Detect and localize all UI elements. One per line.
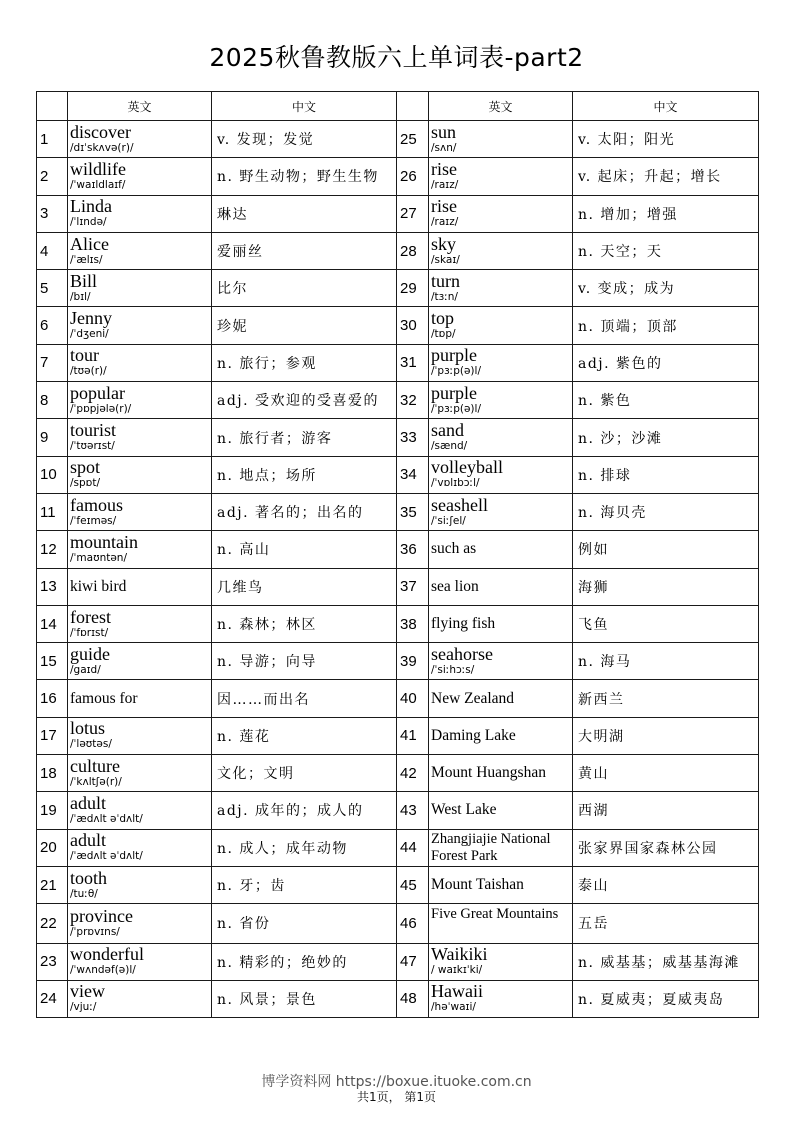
entry-number: 14 xyxy=(37,605,68,642)
entry-english xyxy=(429,866,573,903)
english-word: rise xyxy=(431,196,457,217)
entry-english xyxy=(68,121,212,158)
entry-number: 41 xyxy=(397,717,429,754)
entry-number: 6 xyxy=(37,307,68,344)
english-phrase: West Lake xyxy=(431,801,497,819)
table-row xyxy=(37,493,759,530)
entry-number: 37 xyxy=(397,568,429,605)
entry-chinese: n. 威基基；威基基海滩 xyxy=(573,943,759,980)
entry-chinese: 黄山 xyxy=(573,755,759,792)
english-word: adult xyxy=(70,830,106,851)
english-word: popular xyxy=(70,382,125,403)
entry-chinese: adj. 受欢迎的受喜爱的 xyxy=(212,382,397,419)
english-word: view xyxy=(70,981,105,1002)
table-row xyxy=(37,792,759,829)
english-word: spot xyxy=(70,457,101,478)
phonetic-transcription: /dɪˈskʌvə(r)/ xyxy=(70,141,134,154)
english-word: guide xyxy=(70,643,110,664)
entry-number: 4 xyxy=(37,232,68,269)
table-row xyxy=(37,980,759,1017)
entry-chinese: n. 夏威夷；夏威夷岛 xyxy=(573,980,759,1017)
english-word: tour xyxy=(70,345,99,366)
entry-chinese: n. 高山 xyxy=(212,531,397,568)
entry-english xyxy=(68,643,212,680)
entry-english xyxy=(429,307,573,344)
entry-number: 30 xyxy=(397,307,429,344)
english-phrase: sea lion xyxy=(431,577,479,595)
english-phrase: Five Great Mountains xyxy=(431,906,559,923)
phonetic-transcription: /ˈædʌlt əˈdʌlt/ xyxy=(70,850,143,863)
entry-number: 28 xyxy=(397,232,429,269)
entry-chinese: 几维鸟 xyxy=(212,568,397,605)
english-word: purple xyxy=(431,382,477,403)
entry-number: 13 xyxy=(37,568,68,605)
entry-english xyxy=(68,829,212,866)
entry-number: 5 xyxy=(37,270,68,307)
entry-number: 20 xyxy=(37,829,68,866)
entry-english xyxy=(429,493,573,530)
table-header-row xyxy=(37,92,759,121)
entry-chinese: v. 太阳；阳光 xyxy=(573,121,759,158)
entry-chinese: 珍妮 xyxy=(212,307,397,344)
entry-number: 18 xyxy=(37,755,68,792)
phonetic-transcription: /ˈpɜːp(ə)l/ xyxy=(431,365,481,378)
english-word: seashell xyxy=(431,494,488,515)
entry-english xyxy=(68,456,212,493)
english-word: sand xyxy=(431,420,464,441)
entry-chinese: 爱丽丝 xyxy=(212,232,397,269)
phonetic-transcription: /vjuː/ xyxy=(70,1001,97,1014)
entry-chinese: 西湖 xyxy=(573,792,759,829)
english-phrase: such as xyxy=(431,540,477,558)
entry-english xyxy=(429,158,573,195)
entry-english xyxy=(68,493,212,530)
phonetic-transcription: /tɒp/ xyxy=(431,328,456,341)
entry-chinese: n. 森林；林区 xyxy=(212,605,397,642)
table-row xyxy=(37,307,759,344)
entry-number: 42 xyxy=(397,755,429,792)
footer-page-count: 共1页， 第1页 xyxy=(356,1090,437,1104)
table-row xyxy=(37,195,759,232)
entry-number: 24 xyxy=(37,980,68,1017)
entry-chinese: 海狮 xyxy=(573,568,759,605)
phonetic-transcription: /sænd/ xyxy=(431,440,468,453)
entry-number: 3 xyxy=(37,195,68,232)
table-row xyxy=(37,382,759,419)
entry-english xyxy=(429,531,573,568)
english-phrase: kiwi bird xyxy=(70,577,127,595)
entry-number: 10 xyxy=(37,456,68,493)
entry-chinese: 因……而出名 xyxy=(212,680,397,717)
phonetic-transcription: /ˈsiːʃel/ xyxy=(431,514,466,527)
entry-chinese: 张家界国家森林公园 xyxy=(573,829,759,866)
entry-number: 16 xyxy=(37,680,68,717)
phonetic-transcription: /ˈwaɪldlaɪf/ xyxy=(70,178,126,191)
entry-chinese: n. 省份 xyxy=(212,904,397,943)
entry-english xyxy=(68,717,212,754)
entry-chinese: n. 顶端；顶部 xyxy=(573,307,759,344)
table-row xyxy=(37,866,759,903)
phonetic-transcription: /tuːθ/ xyxy=(70,887,98,900)
entry-english xyxy=(429,904,573,943)
entry-chinese: n. 旅行者；游客 xyxy=(212,419,397,456)
entry-english xyxy=(429,456,573,493)
entry-number: 46 xyxy=(397,904,429,943)
table-row xyxy=(37,943,759,980)
table-row xyxy=(37,904,759,943)
entry-number: 15 xyxy=(37,643,68,680)
phonetic-transcription: /ˈlɪndə/ xyxy=(70,216,107,229)
entry-english xyxy=(429,755,573,792)
phonetic-transcription: /bɪl/ xyxy=(70,290,91,303)
entry-number: 43 xyxy=(397,792,429,829)
english-word: sky xyxy=(431,233,457,254)
english-word: tooth xyxy=(70,867,108,888)
entry-chinese: n. 野生动物；野生生物 xyxy=(212,158,397,195)
entry-chinese: adj. 著名的；出名的 xyxy=(212,493,397,530)
entry-chinese: n. 精彩的；绝妙的 xyxy=(212,943,397,980)
table-row xyxy=(37,829,759,866)
phonetic-transcription: /ˈkʌltʃə(r)/ xyxy=(70,775,122,788)
entry-english xyxy=(68,605,212,642)
phonetic-transcription: /ˈtʊərɪst/ xyxy=(70,440,115,453)
phonetic-transcription: /raɪz/ xyxy=(431,178,459,191)
english-phrase: New Zealand xyxy=(431,689,515,707)
entry-english xyxy=(429,792,573,829)
entry-number: 17 xyxy=(37,717,68,754)
entry-number: 23 xyxy=(37,943,68,980)
entry-chinese: n. 紫色 xyxy=(573,382,759,419)
entry-english xyxy=(429,270,573,307)
table-row xyxy=(37,456,759,493)
phonetic-transcription: /ˈfeɪməs/ xyxy=(70,514,117,527)
entry-chinese: n. 导游；向导 xyxy=(212,643,397,680)
vocabulary-table xyxy=(36,91,759,1018)
entry-english xyxy=(68,158,212,195)
phonetic-transcription: /tʊə(r)/ xyxy=(70,365,107,378)
table-row xyxy=(37,755,759,792)
english-phrase: Zhangjiajie National Forest Park xyxy=(431,830,551,864)
entry-chinese: 例如 xyxy=(573,531,759,568)
entry-english xyxy=(68,568,212,605)
english-word: famous xyxy=(70,494,123,515)
english-word: Waikiki xyxy=(431,944,488,965)
english-phrase: flying fish xyxy=(431,615,496,632)
entry-number: 47 xyxy=(397,943,429,980)
entry-number: 1 xyxy=(37,121,68,158)
entry-english xyxy=(68,195,212,232)
entry-number: 35 xyxy=(397,493,429,530)
entry-english xyxy=(68,344,212,381)
entry-chinese: 比尔 xyxy=(212,270,397,307)
table-row xyxy=(37,419,759,456)
english-word: discover xyxy=(70,121,131,142)
entry-english xyxy=(429,121,573,158)
english-word: adult xyxy=(70,792,106,813)
entry-chinese: v. 发现；发觉 xyxy=(212,121,397,158)
entry-chinese: n. 旅行；参观 xyxy=(212,344,397,381)
entry-number: 40 xyxy=(397,680,429,717)
english-word: forest xyxy=(70,606,111,627)
entry-number: 2 xyxy=(37,158,68,195)
phonetic-transcription: /ˈwʌndəf(ə)l/ xyxy=(70,964,136,977)
english-word: Bill xyxy=(70,270,98,291)
entry-chinese: 大明湖 xyxy=(573,717,759,754)
entry-number: 11 xyxy=(37,493,68,530)
entry-number: 48 xyxy=(397,980,429,1017)
entry-english xyxy=(68,904,212,943)
table-row xyxy=(37,270,759,307)
entry-english xyxy=(429,232,573,269)
phonetic-transcription: /tɜːn/ xyxy=(431,290,458,303)
english-word: culture xyxy=(70,755,120,776)
entry-english xyxy=(429,605,573,642)
entry-chinese: n. 风景；景色 xyxy=(212,980,397,1017)
entry-number: 36 xyxy=(397,531,429,568)
english-word: wonderful xyxy=(70,944,144,965)
phonetic-transcription: /həˈwaɪi/ xyxy=(431,1001,476,1014)
entry-number: 31 xyxy=(397,344,429,381)
entry-chinese: n. 增加；增强 xyxy=(573,195,759,232)
english-phrase: Mount Huangshan xyxy=(431,764,546,782)
entry-chinese: n. 成人；成年动物 xyxy=(212,829,397,866)
entry-english xyxy=(429,419,573,456)
entry-english xyxy=(68,232,212,269)
english-phrase: Mount Taishan xyxy=(431,876,524,894)
phonetic-transcription: /ˈdʒeni/ xyxy=(70,328,109,341)
table-row xyxy=(37,232,759,269)
english-phrase: famous for xyxy=(70,689,138,707)
table-row xyxy=(37,531,759,568)
entry-number: 7 xyxy=(37,344,68,381)
english-word: Alice xyxy=(70,233,109,254)
entry-english xyxy=(68,943,212,980)
english-word: rise xyxy=(431,158,457,179)
phonetic-transcription: /sʌn/ xyxy=(431,141,457,154)
header-english-right: 英文 xyxy=(429,92,573,121)
header-chinese-right: 中文 xyxy=(573,92,759,121)
phonetic-transcription: /ˈvɒlɪbɔːl/ xyxy=(431,477,480,490)
entry-chinese: n. 牙；齿 xyxy=(212,866,397,903)
english-word: seahorse xyxy=(431,643,493,664)
entry-number: 44 xyxy=(397,829,429,866)
entry-chinese: n. 地点；场所 xyxy=(212,456,397,493)
phonetic-transcription: /ˈædʌlt əˈdʌlt/ xyxy=(70,812,143,825)
entry-number: 21 xyxy=(37,866,68,903)
entry-english xyxy=(68,755,212,792)
entry-english xyxy=(68,382,212,419)
phonetic-transcription: /gaɪd/ xyxy=(70,663,101,676)
entry-number: 33 xyxy=(397,419,429,456)
entry-english xyxy=(68,980,212,1017)
entry-number: 29 xyxy=(397,270,429,307)
entry-english xyxy=(429,829,573,866)
english-phrase: Daming Lake xyxy=(431,726,516,744)
entry-english xyxy=(68,866,212,903)
entry-chinese: 文化；文明 xyxy=(212,755,397,792)
phonetic-transcription: /ˈfɒrɪst/ xyxy=(70,626,109,639)
entry-number: 32 xyxy=(397,382,429,419)
phonetic-transcription: /raɪz/ xyxy=(431,216,459,229)
entry-english xyxy=(68,792,212,829)
page-title: 2025秋鲁教版六上单词表-part2 xyxy=(209,43,584,72)
english-word: Linda xyxy=(70,196,112,217)
entry-english xyxy=(429,344,573,381)
entry-number: 26 xyxy=(397,158,429,195)
header-num-right xyxy=(397,92,429,121)
entry-english xyxy=(429,943,573,980)
entry-english xyxy=(68,680,212,717)
entry-number: 9 xyxy=(37,419,68,456)
entry-chinese: adj. 紫色的 xyxy=(573,344,759,381)
entry-english xyxy=(429,980,573,1017)
header-chinese-left: 中文 xyxy=(212,92,397,121)
english-word: purple xyxy=(431,345,477,366)
table-row xyxy=(37,605,759,642)
english-word: Jenny xyxy=(70,308,112,329)
english-word: sun xyxy=(431,121,457,142)
entry-chinese: n. 天空；天 xyxy=(573,232,759,269)
entry-number: 27 xyxy=(397,195,429,232)
entry-english xyxy=(429,717,573,754)
phonetic-transcription: /spɒt/ xyxy=(70,477,100,490)
entry-english xyxy=(429,382,573,419)
english-word: Hawaii xyxy=(431,981,483,1002)
entry-chinese: adj. 成年的；成人的 xyxy=(212,792,397,829)
phonetic-transcription: /ˈælɪs/ xyxy=(70,253,103,266)
entry-number: 39 xyxy=(397,643,429,680)
entry-english xyxy=(68,270,212,307)
table-row xyxy=(37,568,759,605)
entry-chinese: 五岳 xyxy=(573,904,759,943)
phonetic-transcription: /ˈləʊtəs/ xyxy=(70,738,112,751)
entry-chinese: n. 排球 xyxy=(573,456,759,493)
entry-chinese: 飞鱼 xyxy=(573,605,759,642)
table-row xyxy=(37,643,759,680)
entry-number: 19 xyxy=(37,792,68,829)
entry-english xyxy=(429,643,573,680)
phonetic-transcription: /ˈpɜːp(ə)l/ xyxy=(431,402,481,415)
english-word: tourist xyxy=(70,420,117,441)
header-english-left: 英文 xyxy=(68,92,212,121)
english-word: lotus xyxy=(70,718,106,739)
english-word: wildlife xyxy=(70,158,126,179)
phonetic-transcription: /ˈpɒpjələ(r)/ xyxy=(70,402,132,415)
entry-english xyxy=(429,568,573,605)
entry-number: 45 xyxy=(397,866,429,903)
entry-english xyxy=(68,419,212,456)
entry-chinese: v. 变成；成为 xyxy=(573,270,759,307)
phonetic-transcription: /ˈmaʊntən/ xyxy=(70,551,127,564)
table-row xyxy=(37,158,759,195)
entry-english xyxy=(68,307,212,344)
footer-site-link[interactable]: 博学资料网 https://boxue.ituoke.com.cn xyxy=(261,1074,532,1090)
table-row xyxy=(37,680,759,717)
entry-chinese: 新西兰 xyxy=(573,680,759,717)
entry-chinese: 泰山 xyxy=(573,866,759,903)
entry-chinese: n. 莲花 xyxy=(212,717,397,754)
phonetic-transcription: /skaɪ/ xyxy=(431,253,460,266)
entry-chinese: 琳达 xyxy=(212,195,397,232)
entry-number: 38 xyxy=(397,605,429,642)
table-row xyxy=(37,344,759,381)
entry-english xyxy=(429,195,573,232)
phonetic-transcription: /ˈsiːhɔːs/ xyxy=(431,663,475,676)
phonetic-transcription: /ˈprɒvɪns/ xyxy=(70,925,120,938)
english-word: province xyxy=(70,905,133,926)
entry-number: 25 xyxy=(397,121,429,158)
table-row xyxy=(37,121,759,158)
entry-number: 22 xyxy=(37,904,68,943)
phonetic-transcription: / waɪkɪˈki/ xyxy=(431,964,483,977)
english-word: top xyxy=(431,308,455,329)
entry-chinese: v. 起床；升起；增长 xyxy=(573,158,759,195)
table-row xyxy=(37,717,759,754)
entry-chinese: n. 海马 xyxy=(573,643,759,680)
header-num-left xyxy=(37,92,68,121)
entry-number: 12 xyxy=(37,531,68,568)
entry-number: 34 xyxy=(397,456,429,493)
english-word: turn xyxy=(431,270,460,291)
english-word: volleyball xyxy=(431,457,503,478)
entry-english xyxy=(429,680,573,717)
english-word: mountain xyxy=(70,531,138,552)
entry-number: 8 xyxy=(37,382,68,419)
entry-english xyxy=(68,531,212,568)
entry-chinese: n. 沙；沙滩 xyxy=(573,419,759,456)
entry-chinese: n. 海贝壳 xyxy=(573,493,759,530)
